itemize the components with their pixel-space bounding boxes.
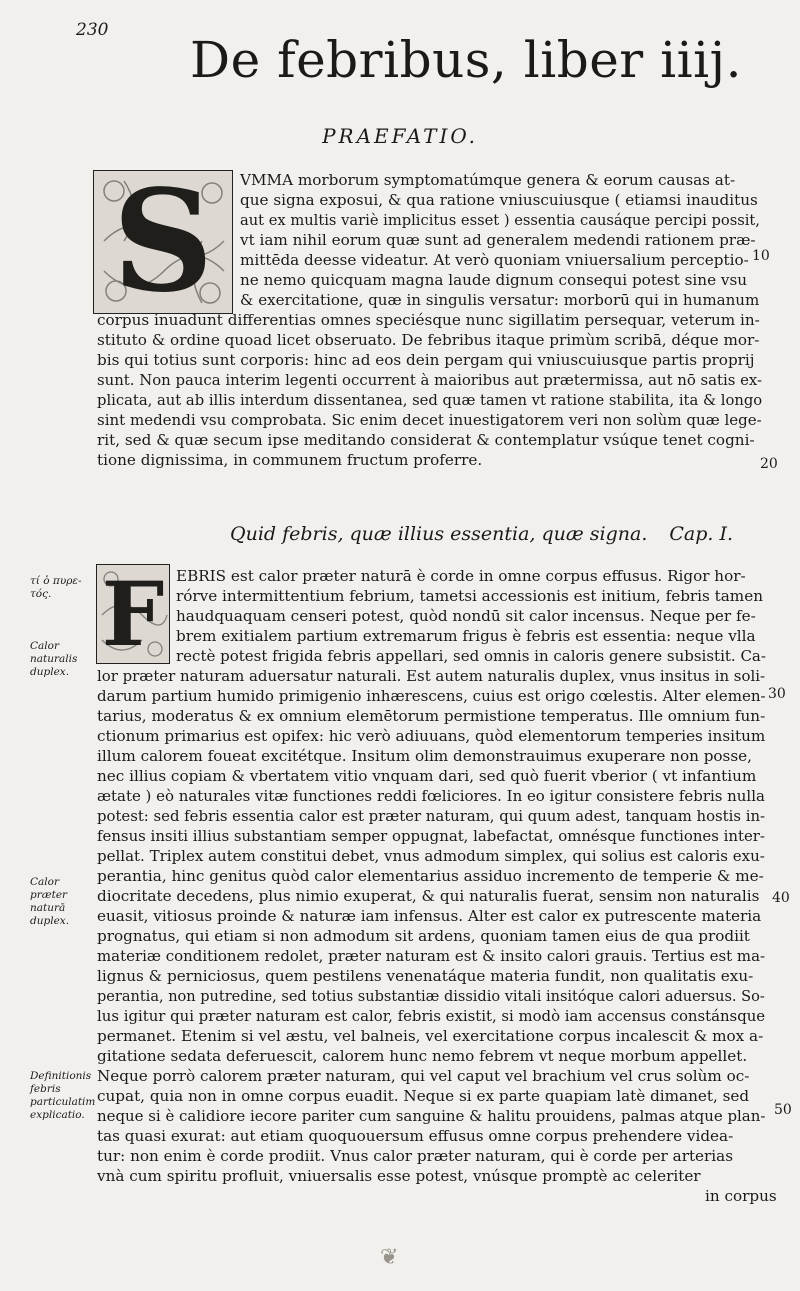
- initial-letter: S: [112, 170, 214, 314]
- chapter-line: perantia, hinc genitus quòd calor elementarius assiduo incremento de temperie & me-: [97, 867, 764, 885]
- chapter-line: cupat, quia non in omne corpus euadit. Neque si ex parte quapiam latè dimanet, sed: [97, 1087, 750, 1105]
- chapter-line: tas quasi exurat: aut etiam quoquouersum effusus omne corpus prehendere videa-: [97, 1127, 734, 1145]
- chapter-line: tur: non enim è corde prodiit. Vnus calor præter naturam, qui è corde per arterias: [97, 1147, 734, 1165]
- chapter-line: lignus & perniciosus, quem pestilens venenatáque materia fundit, non qualitatis exu-: [97, 967, 754, 985]
- chapter-line: diocritate decedens, plus nimio exuperat, & qui naturalis fuerat, sensim non naturalis: [97, 887, 760, 905]
- chapter-line: haudquaquam censeri potest, quòd nondū sit calor incensus. Neque per fe-: [176, 607, 756, 625]
- initial-letter: F: [101, 564, 165, 664]
- preface-line: sunt. Non pauca interim legenti occurrent à maioribus aut prætermissa, aut nō satis ex-: [97, 371, 763, 389]
- chapter-line: potest: sed febris essentia calor est præter naturam, qui quum adest, tanquam hostis in-: [97, 807, 766, 825]
- chapter-line: in corpus: [705, 1187, 777, 1205]
- chapter-line: prognatus, qui etiam si non admodum sit ardens, quoniam tamen eius de qua prodiit: [97, 927, 750, 945]
- line-number: 30: [768, 686, 786, 702]
- margin-note: τί ὁ πυρε-τός.: [30, 575, 82, 600]
- chapter-line: ctionum primarius est opifex: hic verò adiuuans, quòd elementorum temperies insitum: [97, 727, 766, 745]
- preface-line: stituto & ordine quoad licet obseruato. De febribus itaque primùm scribā, déque mor-: [97, 331, 760, 349]
- chapter-line: nec illius copiam & vbertatem vitio vnquam dari, sed quò fuerit vberior ( vt infantium: [97, 767, 757, 785]
- preface-line: rit, sed & quæ secum ipse meditando considerat & contemplatur vsúque tenet cogni-: [97, 431, 755, 449]
- chapter-line: euasit, vitiosus proinde & naturæ iam infensus. Alter est calor ex putrescente materia: [97, 907, 762, 925]
- preface-line: & exercitatione, quæ in singulis versatur: morborū qui in humanum: [240, 291, 760, 309]
- chapter-line: EBRIS est calor præter naturā è corde in omne corpus effusus. Rigor hor-: [176, 567, 746, 585]
- chapter-title: Quid febris, quæ illius essentia, quæ signa.: [230, 523, 648, 545]
- preface-line: VMMA morborum symptomatúmque genera & eorum causas at-: [240, 171, 736, 189]
- preface-line: ne nemo quicquam magna laude dignum consequi potest sine vsu: [240, 271, 748, 289]
- preface-line: bis qui totius sunt corporis: hinc ad eos dein pergam qui vniuscuiusque partis proprij: [97, 351, 755, 369]
- decorated-initial-s: [93, 170, 233, 314]
- line-number: 50: [774, 1102, 792, 1118]
- chapter-line: lor præter naturam aduersatur naturali. Est autem naturalis duplex, vnus insitus in soli-: [97, 667, 766, 685]
- chapter-line: fensus insiti illius substantiam semper oppugnat, labefactat, omnésque functiones inter-: [97, 827, 765, 845]
- decorated-initial-f: [96, 564, 170, 664]
- preface-line: aut ex multis variè implicitus esset ) essentia causáque percipi possit,: [240, 211, 760, 229]
- preface-line: corpus inuadunt differentias omnes speciésque nunc sigillatim persequar, veterum in-: [97, 311, 760, 329]
- chapter-line: rórve intermittentium febrium, tametsi accessionis est initium, febris tamen: [176, 587, 763, 605]
- preface-line: sint medendi vsu comprobata. Sic enim decet inuestigatorem veri non solùm quæ lege-: [97, 411, 762, 429]
- chapter-line: ætate ) eò naturales vitæ functiones reddi fœliciores. In eo igitur consistere febris nulla: [97, 787, 765, 805]
- page-title: De febribus, liber iiij.: [190, 31, 742, 89]
- chapter-line: illum calorem foueat excitétque. Insitum olim demonstrauimus exuperare non posse,: [97, 747, 752, 765]
- chapter-line: permanet. Etenim si vel æstu, vel balneis, vel exercitatione corpus incalescit & mox a-: [97, 1027, 764, 1045]
- margin-note: Definitionis febris particulatim explicatio.: [30, 1070, 96, 1121]
- chapter-line: pellat. Triplex autem constitui debet, vnus admodum simplex, qui solius est caloris exu-: [97, 847, 765, 865]
- chapter-line: neque si è calidiore iecore pariter cum sanguine & halitu prouidens, palmas atque plan-: [97, 1107, 766, 1125]
- line-number: 10: [752, 248, 770, 264]
- page-number: 230: [76, 20, 109, 40]
- preface-line: tione dignissima, in communem fructum proferre.: [97, 451, 483, 469]
- chapter-line: gitatione sedata deferuescit, calorem hunc nemo febrem vt neque morbum appellet.: [97, 1047, 748, 1065]
- preface-line: vt iam nihil eorum quæ sunt ad generalem medendi rationem præ-: [240, 231, 756, 249]
- preface-line: mittēda deesse videatur. At verò quoniam vniuersalium perceptio-: [240, 251, 749, 269]
- chapter-line: rectè potest frigida febris appellari, sed omnis in caloris genere subsistit. Ca-: [176, 647, 766, 665]
- chapter-line: vnà cum spiritu profluit, vniuersalis esse potest, vnúsque promptè ac celeriter: [97, 1167, 701, 1185]
- margin-note: Calor præter naturā duplex.: [30, 876, 70, 927]
- line-number: 20: [760, 456, 778, 472]
- line-number: 40: [772, 890, 790, 906]
- chapter-line: brem exitialem partium extremarum frigus è febris est essentia: neque vlla: [176, 627, 756, 645]
- chapter-line: materiæ conditionem redolet, præter naturam est & insito calori grauis. Tertius est ma-: [97, 947, 766, 965]
- preface-line: plicata, aut ab illis interdum dissentanea, sed quæ tamen vt ratione stabilita, ita & longo: [97, 391, 763, 409]
- preface-heading: PRAEFATIO.: [322, 124, 478, 148]
- chapter-line: tarius, moderatus & ex omnium elemētorum permistione temperatus. Ille omnium fun-: [97, 707, 766, 725]
- margin-note: Calor naturalis duplex.: [30, 640, 78, 678]
- chapter-number: Cap. I.: [669, 523, 734, 545]
- preface-line: que signa exposui, & qua ratione vniuscuiusque ( etiamsi inauditus: [240, 191, 758, 209]
- chapter-line: perantia, non putredine, sed totius substantiæ dissidio vitali insitóque calori aduersus. So-: [97, 987, 765, 1005]
- chapter-heading: [230, 523, 733, 545]
- chapter-line: lus igitur qui præter naturam est calor, febris existit, si modò iam accensus constánsque: [97, 1007, 766, 1025]
- chapter-line: darum partium humido primigenio inhærescens, cuius est origo cœlestis. Alter elemen-: [97, 687, 766, 705]
- chapter-line: Neque porrò calorem præter naturam, qui vel caput vel brachium vel crus solùm oc-: [97, 1067, 750, 1085]
- tailpiece-ornament-icon: ❦: [380, 1245, 399, 1270]
